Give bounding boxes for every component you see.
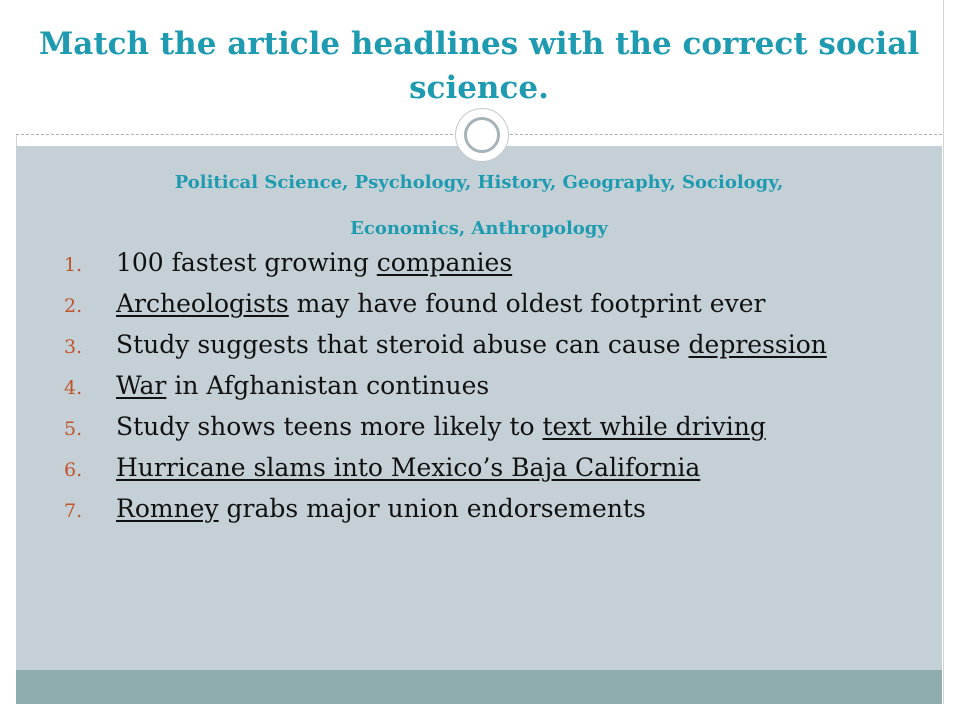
headline-item [64, 328, 914, 362]
headline-text: grabs major union endorsements [218, 494, 646, 523]
item-number: 3. [64, 336, 83, 358]
subtitle-line-2: Economics, Anthropology [350, 218, 608, 239]
headline-text: may have found oldest footprint ever [288, 289, 766, 318]
headline-text: in Afghanistan continues [166, 371, 490, 400]
headline-item [64, 369, 914, 403]
item-number: 1. [64, 254, 83, 276]
item-number: 4. [64, 377, 83, 399]
headline-text: Study shows teens more likely to [116, 412, 543, 441]
headline-item [64, 451, 914, 485]
headline-item [64, 287, 914, 321]
item-number: 6. [64, 459, 83, 481]
headline-item [64, 492, 914, 526]
headline-keyword: depression [688, 330, 827, 359]
subtitle-line-1: Political Science, Psychology, History, Geography, Sociology, [174, 172, 784, 193]
headline-keyword: Hurricane slams into Mexico’s Baja California [116, 453, 701, 482]
slide-title: Match the article headlines with the correct social science. [38, 26, 920, 106]
headline-item [64, 246, 914, 280]
item-number: 2. [64, 295, 83, 317]
item-number: 5. [64, 418, 83, 440]
footer-bar [16, 670, 942, 704]
item-number: 7. [64, 500, 83, 522]
headline-keyword: Archeologists [116, 289, 289, 318]
circle-ornament-icon [455, 108, 509, 162]
headline-list [64, 246, 914, 533]
headline-keyword: text while driving [542, 412, 766, 441]
headline-text: Study suggests that steroid abuse can cause [116, 330, 689, 359]
headline-text: 100 fastest growing [116, 248, 377, 277]
headline-item [64, 410, 914, 444]
headline-keyword: War [116, 371, 167, 400]
headline-keyword: Romney [116, 494, 219, 523]
headline-keyword: companies [376, 248, 513, 277]
social-science-list [16, 160, 942, 252]
